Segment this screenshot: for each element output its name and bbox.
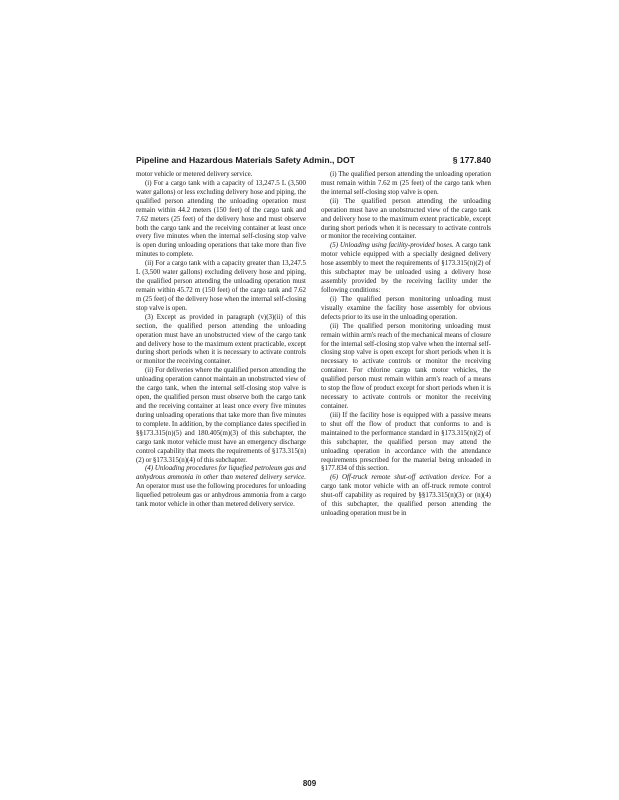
paragraph-body: For a cargo tank motor vehicle with an off-truck remote control shut-off capability as required by §§173.315(n)(3) or (n)(4) of this subchapter, the qualified person attending the unloading operation must be in xyxy=(321,473,491,518)
paragraph: (iii) If the facility hose is equipped with a passive means to shut off the flow of product that conforms to and is maintained to the performance standard in §173.315(n)(2) of this subchapter, the qualified person may attend the unloading operation in accordance with the attendance requirements prescribed for the material being unloaded in §177.834 of this section. xyxy=(321,410,491,473)
left-column xyxy=(136,170,306,509)
paragraph: (ii) The qualified person monitoring unloading must remain within arm's reach of the mechanical means of closure for the internal self-closing stop valve when the internal self-closing stop valve is open except for short periods when it is necessary to activate controls or monitor the receiving container. For chlorine cargo tank motor vehicles, the qualified person must remain within arm's reach of a means to stop the flow of product except for short periods when it is necessary to activate controls or monitor the receiving container. xyxy=(321,321,491,410)
paragraph: (i) The qualified person monitoring unloading must visually examine the facility hose assembly for obvious defects prior to its use in the unloading operation. xyxy=(321,294,491,321)
paragraph xyxy=(321,473,491,518)
paragraph-body: An operator must use the following procedures for unloading liquefied petroleum gas or anhydrous ammonia from a cargo tank motor vehicle in other than metered delivery service. xyxy=(136,482,306,509)
paragraph: motor vehicle or metered delivery service. xyxy=(136,170,253,178)
paragraph xyxy=(136,464,306,509)
paragraph: (ii) The qualified person attending the unloading operation must have an unobstructed view of the cargo tank and delivery hose to the maximum extent practicable, except during short periods when it is necessary to activate controls or monitor the receiving container. xyxy=(321,196,491,241)
paragraph-body: A cargo tank motor vehicle equipped with a specially designed delivery hose assembly to meet the requirements of §173.315(n)(2) of this subchapter may be unloaded using a delivery hose assembly provided by the receiving facility under the following conditions: xyxy=(321,241,491,294)
paragraph-heading: (4) Unloading procedures for liquefied petroleum gas and anhydrous ammonia in other than metered delivery service. xyxy=(136,464,306,482)
paragraph-heading: (5) Unloading using facility-provided hoses. xyxy=(330,241,454,250)
paragraph: (i) For a cargo tank with a capacity of 13,247.5 L (3,500 water gallons) or less excluding delivery hose and piping, the qualified person attending the unloading operation must remain within 44.2 meters (150 feet) of the cargo tank and 7.62 meters (25 feet) of the delivery hose and must observe both the cargo tank and the receiving container at least once every five minutes when the internal self-closing stop valve is open during unloading operations that take more than five minutes to complete. xyxy=(136,178,306,259)
header-section-number: § 177.840 xyxy=(452,155,491,165)
paragraph: (i) The qualified person attending the unloading operation must remain within 7.62 m (25 feet) of the cargo tank when the internal self-closing stop valve is open. xyxy=(321,170,491,196)
page-number: 809 xyxy=(302,779,317,788)
right-column xyxy=(321,170,491,518)
paragraph xyxy=(321,241,491,295)
paragraph: (ii) For deliveries where the qualified person attending the unloading operation cannot maintain an unobstructed view of the cargo tank, when the internal self-closing stop valve is open, the qualified person must observe both the cargo tank and the receiving container at least once every five minutes during unloading operations that take more than five minutes to complete. In addition, by the compliance dates specified in §§173.315(n)(5) and 180.405(m)(3) of this subchapter, the cargo tank motor vehicle must have an emergency discharge control capability that meets the requirements of §173.315(n)(2) or §173.315(n)(4) of this subchapter. xyxy=(136,366,306,464)
paragraph: (ii) For a cargo tank with a capacity greater than 13,247.5 L (3,500 water gallons) excluding delivery hose and piping, the qualified person attending the unloading operation must remain within 45.72 m (150 feet) of the cargo tank and 7.62 m (25 feet) of the delivery hose when the internal self-closing stop valve is open. xyxy=(136,259,306,312)
paragraph: (3) Except as provided in paragraph (v)(3)(ii) of this section, the qualified person attending the unloading operation must have an unobstructed view of the cargo tank and delivery hose to the maximum extent practicable, except during short periods when it is necessary to activate controls or monitor the receiving container. xyxy=(136,312,306,366)
header-agency-title: Pipeline and Hazardous Materials Safety Admin., DOT xyxy=(136,155,355,165)
paragraph-heading: (6) Off-truck remote shut-off activation device. xyxy=(330,473,471,482)
